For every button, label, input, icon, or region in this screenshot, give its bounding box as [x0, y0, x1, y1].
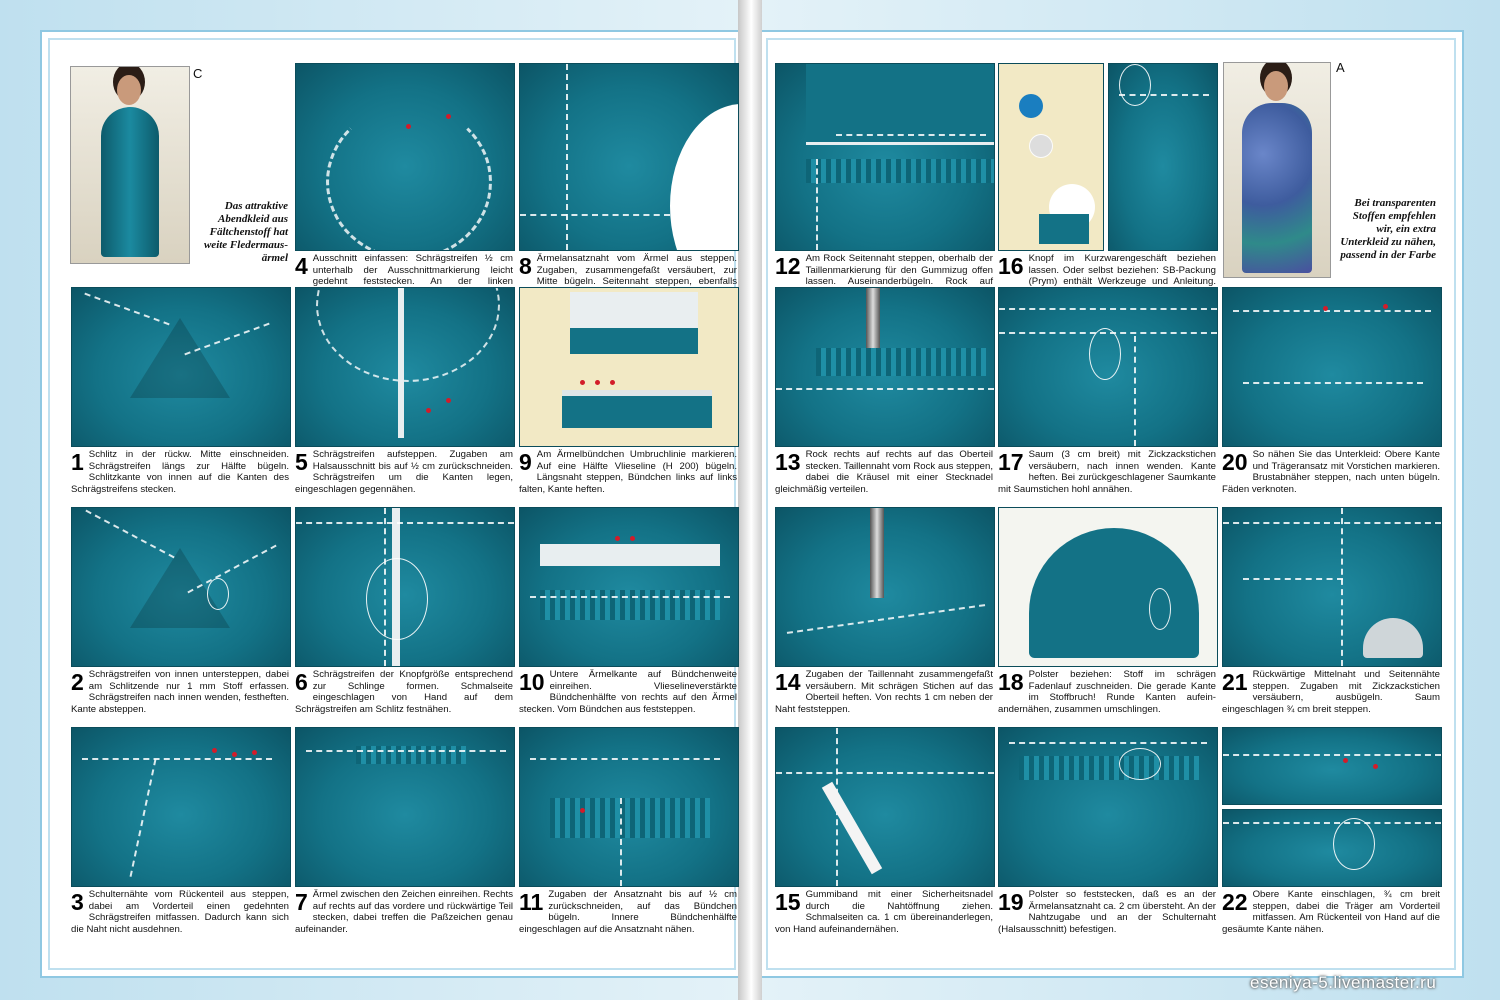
step-caption-14 — [775, 669, 993, 727]
step-caption-13 — [775, 449, 993, 507]
step-photo-3 — [71, 727, 291, 887]
step-panel-10 — [519, 507, 737, 728]
step-number: 2 — [71, 669, 84, 695]
step-caption-18 — [998, 669, 1216, 727]
model-photo-a — [1223, 62, 1331, 278]
teal-evening-dress — [101, 107, 159, 257]
step-number: 21 — [1222, 669, 1248, 695]
step-caption-15 — [775, 889, 993, 947]
photo-letter-a: A — [1336, 60, 1345, 75]
step-number: 11 — [519, 889, 544, 915]
step-number: 12 — [775, 253, 801, 279]
step-text: Ärmelansatznaht vom Ärmel aus steppen. Zugaben, zusammengefaßt versäubert, zur Mitte bügeln. Seitennaht steppen, ebenfalls — [536, 253, 737, 288]
step-text: Am Ärmelbündchen Umbruchlinie markieren. Auf eine Hälfte Vlieseline (H 200) bügeln. Längsnaht steppen, Bündchen links auf links falten, Kante heften. — [519, 449, 737, 495]
step-number: 1 — [71, 449, 84, 475]
step-number: 17 — [998, 449, 1024, 475]
step-number: 16 — [998, 253, 1024, 279]
step-panel-19 — [998, 727, 1216, 948]
step-text: Schulternähte vom Rückenteil aus steppen, dabei am Vorderteil einen gedehnten Schrägstreifen mitfassen. Dadurch kann sich die Naht nicht ausdehnen. — [71, 889, 289, 935]
step-panel-12 — [775, 91, 993, 312]
step-panel-16 — [998, 91, 1216, 312]
step-caption-3 — [71, 889, 289, 947]
step-photo-21 — [1222, 507, 1442, 667]
step-number: 22 — [1222, 889, 1248, 915]
step-photo-2 — [71, 507, 291, 667]
step-panel-7 — [295, 727, 513, 948]
step-panel-22 — [1222, 727, 1440, 948]
step-text: Rückwärtige Mittelnaht und Seitennähte steppen. Zugaben mit Zickzackstichen versäubern, ausbügeln. Saum eingeschlagen ¾ cm breit steppen. — [1222, 669, 1440, 715]
step-photo-12 — [775, 63, 995, 251]
step-text: Schrägstreifen der Knopfgröße entsprechend zur Schlinge formen. Schmalseite eingeschlagen von Hand auf dem Schrägstreifen am Schlitz festnähen. — [295, 669, 513, 715]
step-caption-1 — [71, 449, 289, 507]
step-caption-10 — [519, 669, 737, 727]
step-text: Gummiband mit einer Sicherheitsnadel durch die Nahtöffnung ziehen. Schmalseiten ca. 1 cm übereinanderlegen, von Hand aufeinandernähen. — [775, 889, 993, 935]
step-panel-1 — [71, 287, 289, 508]
step-photo-13 — [775, 287, 995, 447]
step-caption-9 — [519, 449, 737, 507]
step-number: 13 — [775, 449, 801, 475]
step-photo-19 — [998, 727, 1218, 887]
photo-letter-c: C — [193, 66, 203, 81]
step-panel-17 — [998, 287, 1216, 508]
step-text: Schrägstreifen von innen untersteppen, dabei am Schlitzende nur 1 mm Stoff erfassen. Schrägstreifen nach innen wenden, festheften. Kante absteppen. — [71, 669, 289, 715]
step-text: Saum (3 cm breit) mit Zickzackstichen versäubern, nach innen wenden. Kante heften. Bei zurückgeschlagener Saumkante mit Saumstichen hohl annähen. — [998, 449, 1216, 495]
step-text: Schrägstreifen aufsteppen. Zugaben am Halsausschnitt bis auf ½ cm zurückschneiden. Schrägstreifen um die Kanten legen, eingeschlagen gegennähen. — [295, 449, 513, 495]
step-text: Knopf im Kurzwarengeschäft beziehen lassen. Oder selbst beziehen: SB-Packung (Prym) enthält Werkzeuge und Anleitung. — [1028, 253, 1216, 288]
step-photo-6 — [295, 507, 515, 667]
step-caption-22 — [1222, 889, 1440, 947]
step-photo-22 — [1222, 727, 1442, 805]
step-panel-5 — [295, 287, 513, 508]
step-panel-11 — [519, 727, 737, 948]
step-photo-10 — [519, 507, 739, 667]
step-number: 8 — [519, 253, 532, 279]
step-photo-5 — [295, 287, 515, 447]
floral-dress — [1242, 103, 1312, 273]
step-text: Obere Kante einschlagen, ¾ cm breit steppen, dabei die Träger am Vorderteil mitfassen. Am Rückenteil von Hand auf die gesäumte Kante nähen. — [1222, 889, 1440, 935]
step-text: Polster so feststecken, daß es an der Ärmelansatznaht ca. 2 cm übersteht. An der Nahtzugabe und an der Schulternaht (Halsausschnitt) befestigen. — [998, 889, 1216, 935]
step-panel-8 — [519, 91, 737, 312]
step-photo-17 — [998, 287, 1218, 447]
step-text: Ausschnitt einfassen: Schrägstreifen ½ cm unterhalb der Ausschnittmarkierung leicht gedehnt feststecken. An der linken — [312, 253, 513, 288]
step-photo-14 — [775, 507, 995, 667]
step-text: Schlitz in der rückw. Mitte einschneiden. Schrägstreifen längs zur Hälfte bügeln. Schlitzkante von innen auf die Kanten des Schrägstreifens stecken. — [71, 449, 289, 495]
step-number: 20 — [1222, 449, 1248, 475]
step-text: So nähen Sie das Unterkleid: Obere Kante und Trägeransatz mit Vorstichen markieren. Brustabnäher steppen, nach unten bügeln. Fäden verknoten. — [1222, 449, 1440, 495]
step-photo-18 — [998, 507, 1218, 667]
step-text: Untere Ärmelkante auf Bündchenweite einreihen. Vlieselineverstärkte Bündchenhälfte von rechts auf den Ärmel stecken. Vom Bündchen aus feststeppen. — [519, 669, 737, 715]
intro-caption-left: Das attraktive Abendkleid aus Fältchenstoff hat weite Fledermausärmel — [203, 200, 288, 264]
step-number: 15 — [775, 889, 801, 915]
step-photo-7 — [295, 727, 515, 887]
step-caption-17 — [998, 449, 1216, 507]
step-photo-11 — [519, 727, 739, 887]
step-text: Ärmel zwischen den Zeichen einreihen. Rechts auf rechts auf das vordere und rückwärtige Teil stecken, dabei treffen die Paßzeichen genau aufeinander. — [295, 889, 513, 935]
step-caption-5 — [295, 449, 513, 507]
model-head — [117, 75, 141, 105]
step-panel-15 — [775, 727, 993, 948]
step-text: Zugaben der Ansatznaht bis auf ½ cm zurückschneiden, auf das Bündchen bügeln. Innere Bündchenhälfte eingeschlagen auf die Ansatznaht nähen. — [519, 889, 737, 935]
step-text: Zugaben der Taillennaht zusammengefaßt versäubern. Mit schrägen Stichen auf das Oberteil heften. Von rechts 1 cm neben der Naht feststeppen. — [775, 669, 993, 715]
step-panel-13 — [775, 287, 993, 508]
step-caption-6 — [295, 669, 513, 727]
model-head — [1264, 71, 1288, 101]
step-caption-7 — [295, 889, 513, 947]
step-number: 19 — [998, 889, 1024, 915]
step-number: 5 — [295, 449, 308, 475]
step-panel-9 — [519, 287, 737, 508]
step-caption-11 — [519, 889, 737, 947]
step-number: 7 — [295, 889, 308, 915]
step-number: 4 — [295, 253, 308, 279]
page-gutter — [738, 0, 762, 1000]
step-panel-21 — [1222, 507, 1440, 728]
step-photo-22b — [1222, 809, 1442, 887]
step-caption-2 — [71, 669, 289, 727]
step-photo-4 — [295, 63, 515, 251]
step-photo-16b — [1108, 63, 1218, 251]
intro-caption-right: Bei transparenten Stoffen empfehlen wir, ein extra Unterkleid zu nähen, passend in der Farbe — [1340, 197, 1436, 261]
step-number: 6 — [295, 669, 308, 695]
step-caption-20 — [1222, 449, 1440, 507]
step-panel-18 — [998, 507, 1216, 728]
step-panel-20 — [1222, 287, 1440, 508]
step-photo-20 — [1222, 287, 1442, 447]
step-number: 18 — [998, 669, 1024, 695]
step-photo-15 — [775, 727, 995, 887]
step-photo-16 — [998, 63, 1104, 251]
watermark: esenіya-5.livemaster.ru — [1250, 973, 1437, 992]
step-text: Am Rock Seitennaht steppen, oberhalb der Taillenmarkierung für den Gummizug offen lassen. Auseinanderbügeln. Rock auf — [805, 253, 993, 288]
step-panel-2 — [71, 507, 289, 728]
step-caption-21 — [1222, 669, 1440, 727]
step-panel-6 — [295, 507, 513, 728]
step-number: 14 — [775, 669, 801, 695]
step-number: 9 — [519, 449, 532, 475]
step-panel-14 — [775, 507, 993, 728]
model-photo-c — [70, 66, 190, 264]
step-panel-4 — [295, 91, 513, 312]
step-text: Polster beziehen: Stoff im schrägen Fadenlauf zuschneiden. Die gerade Kante im Stoffbruch! Runde Kanten aufeinandernähen, zusammen umschlingen. — [998, 669, 1216, 715]
step-photo-1 — [71, 287, 291, 447]
step-number: 3 — [71, 889, 84, 915]
step-photo-8 — [519, 63, 739, 251]
step-panel-3 — [71, 727, 289, 948]
step-caption-19 — [998, 889, 1216, 947]
step-text: Rock rechts auf rechts auf das Oberteil stecken. Taillennaht vom Rock aus steppen, dabei die Kräusel mit einer Stecknadel gleichmäßig verteilen. — [775, 449, 993, 495]
step-photo-9 — [519, 287, 739, 447]
step-number: 10 — [519, 669, 545, 695]
